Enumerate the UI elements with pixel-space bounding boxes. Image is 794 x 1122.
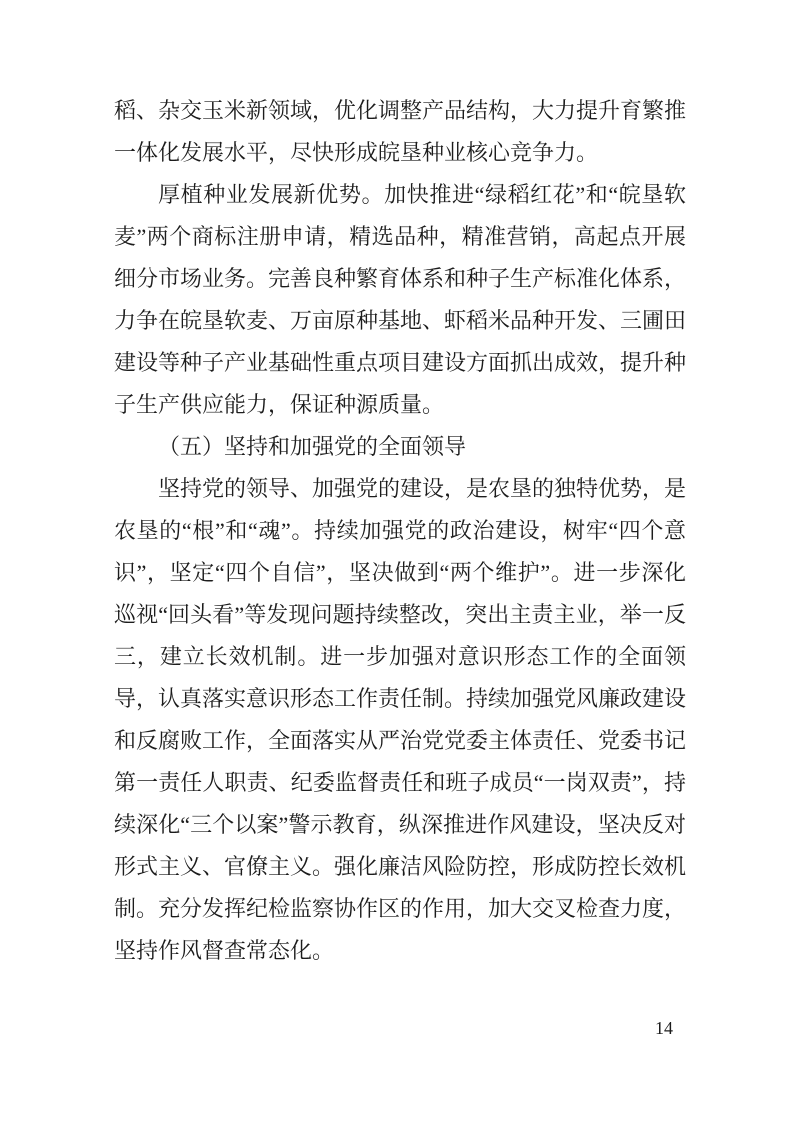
body-paragraph: 坚持党的领导、加强党的建设，是农垦的独特优势，是农垦的“根”和“魂”。持续加强党的政治建设，树牢“四个意识”，坚定“四个自信”，坚决做到“两个维护”。进一步深化巡视“回头看”等发现问题持续整改，突出主责主业，举一反三，建立长效机制。进一步加强对意识形态工作的全面领导，认真落实意识形态工作责任制。持续加强党风廉政建设和反腐败工作，全面落实从严治党党委主体责任、党委书记第一责任人职责、纪委监督责任和班子成员“一岗双责”，持续深化“三个以案”警示教育，纵深推进作风建设，坚决反对形式主义、官僚主义。强化廉洁风险防控，形成防控长效机制。充分发挥纪检监察协作区的作用，加大交叉检查力度，坚持作风督查常态化。 bbox=[114, 476, 687, 963]
body-paragraph-continuation: 稻、杂交玉米新领域，优化调整产品结构，大力提升育繁推一体化发展水平，尽快形成皖垦种业核心竞争力。 bbox=[114, 98, 687, 165]
page-number: 14 bbox=[655, 1018, 673, 1038]
section-heading: （五）坚持和加强党的全面领导 bbox=[158, 434, 467, 459]
body-paragraph: 厚植种业发展新优势。加快推进“绿稻红花”和“皖垦软麦”两个商标注册申请，精选品种，精准营销，高起点开展细分市场业务。完善良种繁育体系和种子生产标准化体系，力争在皖垦软麦、万亩原种基地、虾稻米品种开发、三圃田建设等种子产业基础性重点项目建设方面抓出成效，提升种子生产供应能力，保证种源质量。 bbox=[114, 182, 687, 417]
document-body bbox=[114, 90, 686, 972]
